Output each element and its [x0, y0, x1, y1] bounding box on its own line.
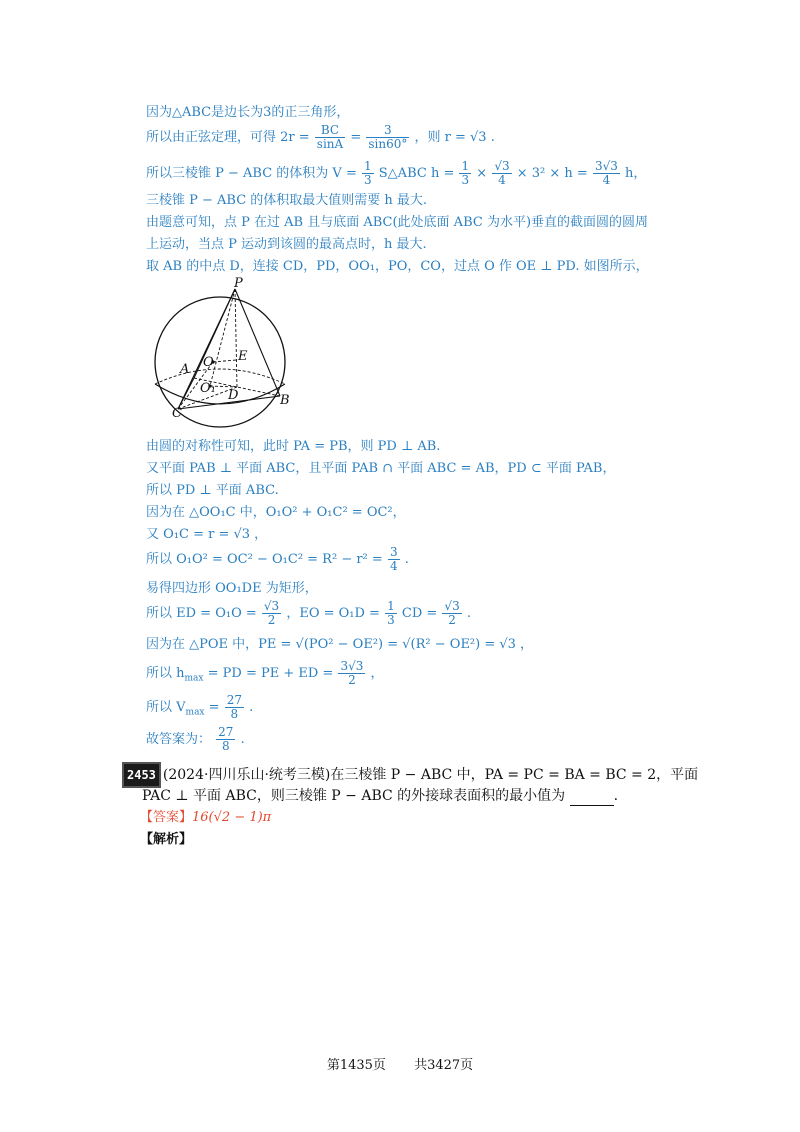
fraction: $\frac{1}{3}$	[461, 159, 470, 187]
solution-line-3: 所以三棱锥 P − ABC 的体积为 V = $\frac{1}{3}$ S△ABC h = $\frac{1}{3}$ × $\frac{√3}{4}$ × 3² × h = $\frac{3√3}{4}$ h，	[146, 159, 647, 187]
solution-line-7: 取 AB 的中点 D，连接 CD，PD，OO₁，PO，CO，过点 O 作 OE ⊥ PD. 如图所示，	[146, 259, 649, 274]
label-o: O	[203, 355, 214, 370]
solution-line-5: 由题意可知，点 P 在过 AB 且与底面 ABC(此处底面 ABC 为水平)垂直的截面圆的圆周	[146, 215, 649, 230]
label-c: C	[172, 406, 182, 421]
analysis-line: 【解析】	[140, 832, 193, 847]
solution-line-19: 故答案为： $\frac{27}{8}$ .	[146, 725, 245, 753]
solution-line-18: 所以 $V_{max}$ = $\frac{27}{8}$ .	[146, 693, 254, 721]
problem-line-1: 2453 (2024·四川乐山·统考三模)在三棱锥 P − ABC 中，PA = PC = BA = BC = 2，平面	[122, 762, 698, 788]
label-o1: O₁	[200, 381, 216, 396]
fraction: $\frac{1}{3}$	[387, 599, 395, 627]
solution-line-14: 易得四边形 OO₁DE 为矩形，	[146, 581, 318, 596]
solution-line-10: 所以 PD ⊥ 平面 ABC.	[146, 483, 279, 498]
solution-line-6: 上运动，当点 P 运动到该圆的最高点时，h 最大.	[146, 237, 427, 252]
solution-line-17: 所以 $h_{max}$ = PD = PE + ED = $\frac{3√3}{2}$ ，	[146, 659, 384, 687]
page-footer	[0, 1054, 800, 1073]
solution-line-13: 所以 O₁O² = OC² − O₁C² = R² − r² = $\frac{3}{4}$ .	[146, 545, 409, 573]
fraction: $\frac{3}{\sin 60^\circ}$	[368, 123, 408, 151]
fraction: $\frac{27}{8}$	[218, 725, 234, 753]
solution-line-8: 由圆的对称性可知，此时 PA = PB，则 PD ⊥ AB.	[146, 439, 441, 454]
fraction: $\frac{3√3}{2}$	[340, 659, 364, 687]
label-d: D	[228, 388, 239, 403]
label-e: E	[238, 349, 248, 364]
solution-line-1: 因为△ABC是边长为3的正三角形，	[146, 105, 350, 120]
solution-line-9: 又平面 PAB ⊥ 平面 ABC，且平面 PAB ∩ 平面 ABC = AB，PD ⊂ 平面 PAB，	[146, 461, 616, 476]
problem-line-2: PAC ⊥ 平面 ABC，则三棱锥 P − ABC 的外接球表面积的最小值为 .	[142, 788, 619, 804]
label-a: A	[180, 362, 190, 377]
solution-line-4: 三棱锥 P − ABC 的体积取最大值则需要 h 最大.	[146, 193, 428, 208]
label-p: P	[234, 276, 243, 291]
solution-line-11: 因为在 △OO₁C 中，O₁O² + O₁C² = OC²，	[146, 505, 406, 520]
sphere-figure	[140, 274, 300, 434]
solution-line-15: 所以 ED = O₁O = $\frac{√3}{2}$ ，EO = O₁D = $\frac{1}{3}$ CD = $\frac{√3}{2}$ .	[146, 599, 471, 627]
fraction: $\frac{1}{3}$	[364, 159, 372, 187]
solution-line-12: 又 O₁C = r = √3 ，	[146, 527, 268, 542]
answer-line: 【答案】16(√2 − 1)π	[140, 810, 272, 825]
solution-line-16: 因为在 △POE 中，PE = √(PO² − OE²) = √(R² − OE²) = √3 ，	[146, 637, 534, 652]
fraction: $\frac{√3}{2}$	[444, 599, 460, 627]
fraction: $\frac{BC}{\sin A}$	[316, 123, 344, 151]
fraction: $\frac{√3}{4}$	[494, 159, 510, 187]
solution-line-2: 所以由正弦定理，可得 2r = $\frac{BC}{\sin A}$ = $\frac{3}{\sin 60^\circ}$ ，则 r = √3 .	[146, 123, 495, 151]
fraction: $\frac{√3}{2}$	[263, 599, 280, 627]
fraction: $\frac{27}{8}$	[226, 693, 242, 721]
page-total: 共3427页	[414, 1058, 474, 1073]
fraction: $\frac{3√3}{4}$	[594, 159, 618, 187]
label-b: B	[280, 393, 290, 408]
fraction: $\frac{3}{4}$	[389, 545, 398, 573]
answer-blank	[570, 791, 614, 806]
problem-number-badge: 2453	[122, 762, 161, 788]
page-number: 第1435页	[326, 1058, 386, 1073]
